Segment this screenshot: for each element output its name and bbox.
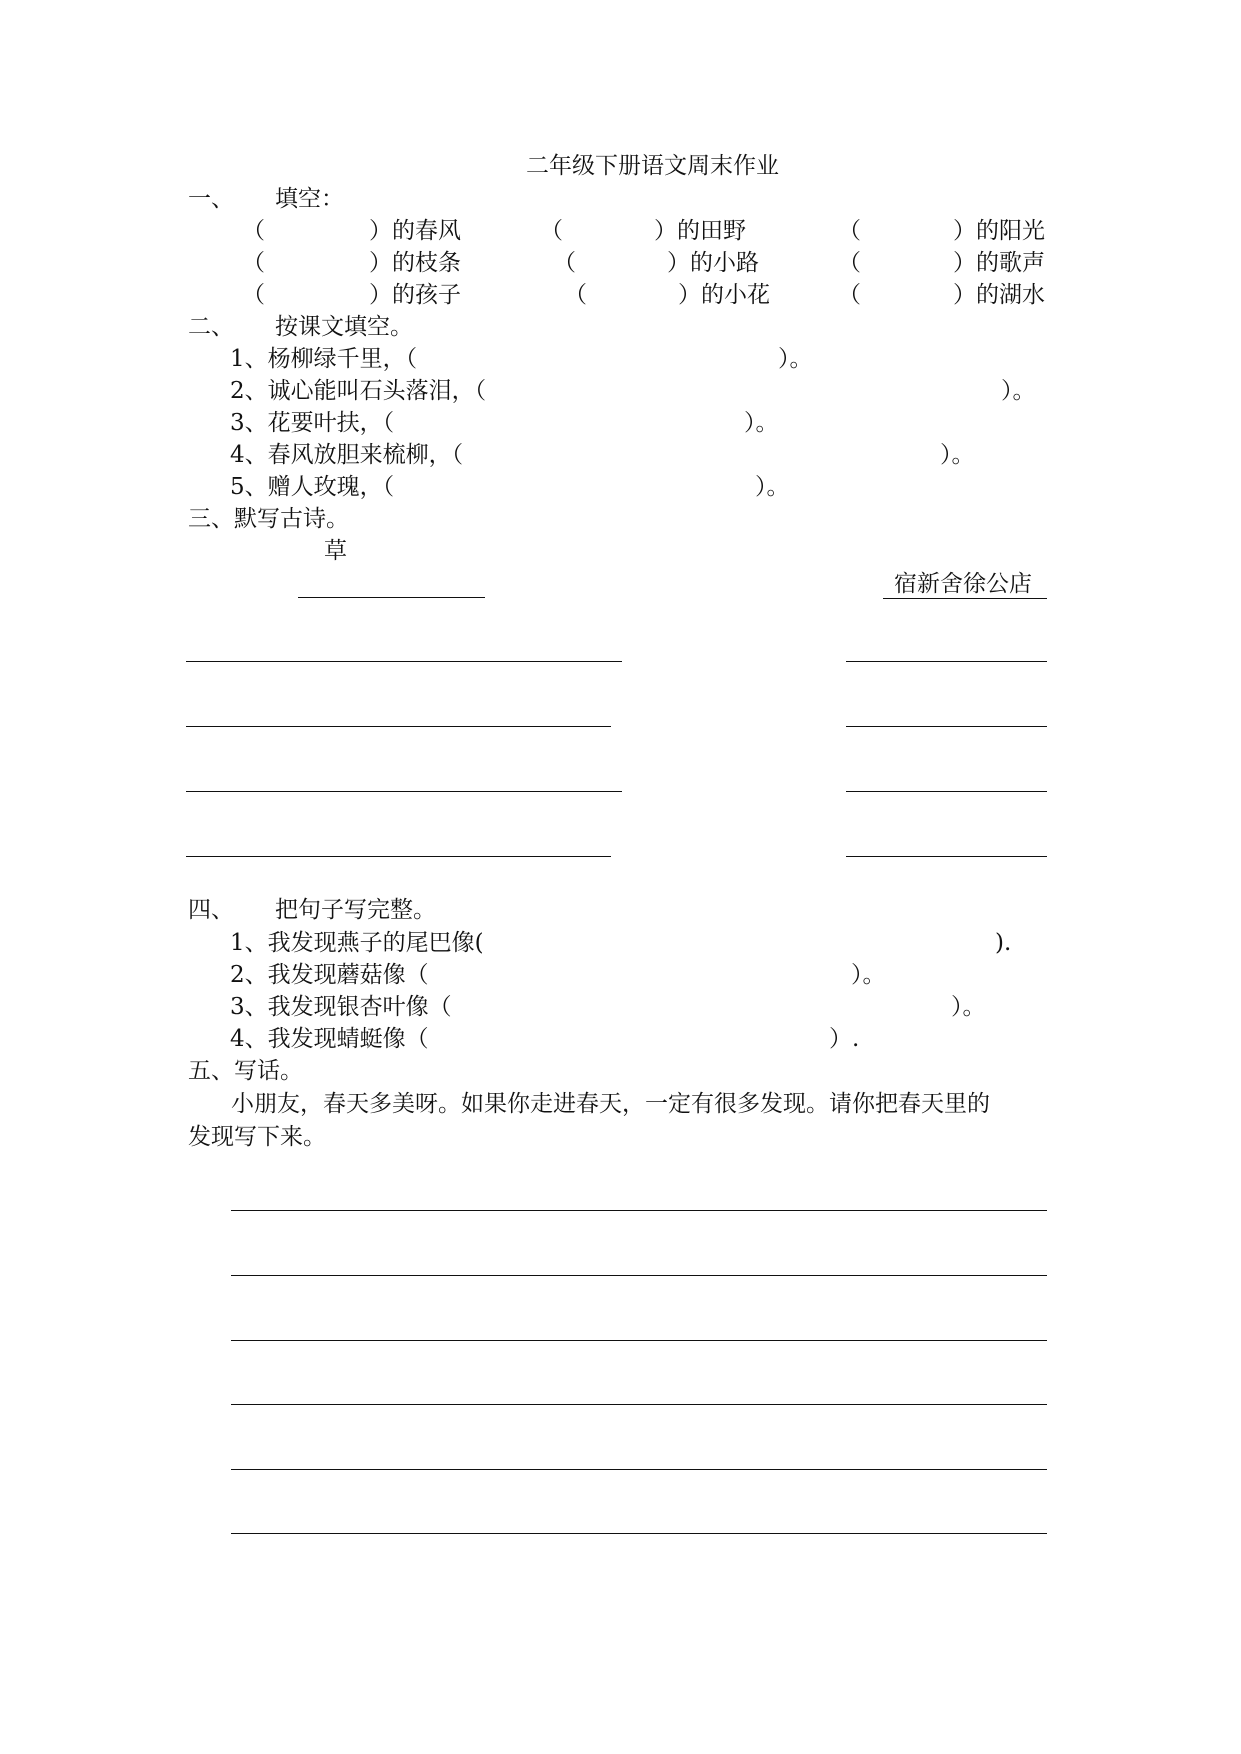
- composition-write-line[interactable]: [231, 1275, 1047, 1276]
- fill-blank-open: （: [838, 250, 861, 276]
- fill-blank-open: （: [838, 218, 861, 244]
- recite-item-prefix: 1、杨柳绿千里，（: [230, 346, 418, 372]
- fill-blank-open: （: [564, 282, 587, 308]
- composition-write-line[interactable]: [231, 1404, 1047, 1405]
- section1-number: 一、: [188, 186, 234, 212]
- complete-item-suffix: ）.: [829, 1026, 860, 1052]
- fill-blank-open: （: [540, 218, 563, 244]
- fill-blank-open: （: [838, 282, 861, 308]
- writing-prompt-line1: 小朋友，春天多美呀。如果你走进春天，一定有很多发现。请你把春天里的: [231, 1091, 990, 1117]
- section3-heading: 三、默写古诗。: [188, 506, 349, 532]
- section4-number: 四、: [188, 897, 234, 923]
- recite-item-prefix: 3、花要叶扶，（: [230, 410, 395, 436]
- recite-item-suffix: ）。: [940, 442, 975, 468]
- poem2-write-line[interactable]: [846, 726, 1047, 727]
- poem1-author-line[interactable]: [298, 597, 485, 598]
- poem2-write-line[interactable]: [846, 661, 1047, 662]
- fill-blank-phrase: ）的歌声: [953, 250, 1045, 276]
- section1-heading: 填空：: [275, 186, 344, 212]
- composition-write-line[interactable]: [231, 1340, 1047, 1341]
- complete-item-suffix: ）。: [851, 962, 886, 988]
- writing-prompt-line2: 发现写下来。: [188, 1124, 326, 1150]
- fill-blank-phrase: ）的小路: [667, 250, 759, 276]
- fill-blank-open: （: [553, 250, 576, 276]
- complete-item-prefix: 1、我发现燕子的尾巴像(: [230, 930, 484, 956]
- complete-item-prefix: 4、我发现蜻蜓像（: [230, 1026, 429, 1052]
- complete-item-suffix: ).: [995, 930, 1012, 956]
- section4-heading: 把句子写完整。: [275, 897, 436, 923]
- section5-heading: 五、写话。: [188, 1058, 303, 1084]
- fill-blank-phrase: ）的春风: [369, 218, 461, 244]
- poem2-write-line[interactable]: [846, 856, 1047, 857]
- recite-item-suffix: ）。: [755, 474, 790, 500]
- fill-blank-open: （: [242, 218, 265, 244]
- fill-blank-phrase: ）的田野: [654, 218, 746, 244]
- poem2-write-line[interactable]: [846, 791, 1047, 792]
- fill-blank-open: （: [242, 250, 265, 276]
- section2-number: 二、: [188, 314, 234, 340]
- recite-item-prefix: 5、赠人玫瑰，（: [230, 474, 395, 500]
- complete-item-prefix: 2、我发现蘑菇像（: [230, 962, 429, 988]
- poem2-title: 宿新舍徐公店: [894, 571, 1032, 597]
- recite-item-suffix: ）。: [1001, 378, 1036, 404]
- fill-blank-phrase: ）的小花: [678, 282, 770, 308]
- page-title: 二年级下册语文周末作业: [526, 153, 779, 179]
- poem1-write-line[interactable]: [186, 856, 611, 857]
- poem1-title: 草: [324, 538, 347, 564]
- poem2-title-underline: [883, 598, 1047, 599]
- poem1-write-line[interactable]: [186, 661, 622, 662]
- fill-blank-phrase: ）的枝条: [369, 250, 461, 276]
- fill-blank-phrase: ）的阳光: [953, 218, 1045, 244]
- recite-item-suffix: ）。: [744, 410, 779, 436]
- section2-heading: 按课文填空。: [275, 314, 413, 340]
- fill-blank-phrase: ）的孩子: [369, 282, 461, 308]
- composition-write-line[interactable]: [231, 1469, 1047, 1470]
- composition-write-line[interactable]: [231, 1533, 1047, 1534]
- complete-item-prefix: 3、我发现银杏叶像（: [230, 994, 452, 1020]
- recite-item-prefix: 4、春风放胆来梳柳，（: [230, 442, 464, 468]
- poem1-write-line[interactable]: [186, 726, 611, 727]
- recite-item-suffix: ）。: [778, 346, 813, 372]
- fill-blank-phrase: ）的湖水: [953, 282, 1045, 308]
- recite-item-prefix: 2、诚心能叫石头落泪，（: [230, 378, 487, 404]
- poem1-write-line[interactable]: [186, 791, 622, 792]
- composition-write-line[interactable]: [231, 1210, 1047, 1211]
- fill-blank-open: （: [242, 282, 265, 308]
- complete-item-suffix: ）。: [951, 994, 986, 1020]
